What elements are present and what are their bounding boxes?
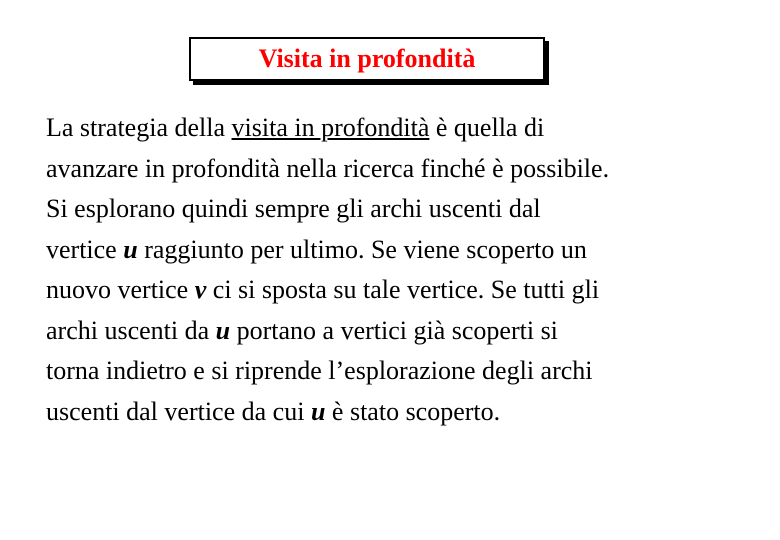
slide-title-box	[189, 37, 545, 81]
paragraph-2-line-4	[46, 311, 776, 352]
text-segment: archi uscenti da	[46, 315, 216, 345]
paragraph-2-line-5: torna indietro e si riprende l’esplorazione degli archi	[46, 356, 593, 385]
text-segment: vertice	[46, 234, 124, 264]
text-segment: portano a vertici già scoperti si	[230, 315, 558, 345]
variable-u: u	[215, 315, 231, 345]
variable-u: u	[123, 234, 138, 264]
paragraph-2-line-3	[46, 270, 776, 311]
text-segment: nuovo vertice	[46, 275, 195, 304]
paragraph-2-line-1: Si esplorano quindi sempre gli archi uscenti dal	[46, 194, 541, 223]
slide-title: Visita in profondità	[258, 44, 476, 73]
paragraph-1-line-2: avanzare in profondità nella ricerca finché è possibile.	[46, 153, 610, 183]
text-segment: La strategia della	[46, 113, 232, 142]
variable-u: u	[310, 396, 326, 426]
paragraph-2-line-2	[46, 230, 776, 271]
paragraph-2-line-6	[46, 392, 776, 433]
text-segment: raggiunto per ultimo. Se viene scoperto un	[137, 234, 587, 264]
variable-v: v	[194, 275, 207, 304]
slide-body	[46, 108, 776, 432]
text-segment: è quella di	[429, 113, 545, 142]
emphasized-term: visita in profondità	[231, 113, 430, 142]
text-segment: uscenti dal vertice da cui	[46, 396, 311, 426]
paragraph-1-line-1	[46, 108, 776, 149]
text-segment: ci si sposta su tale vertice. Se tutti gli	[206, 275, 600, 304]
text-segment: è stato scoperto.	[325, 396, 501, 426]
